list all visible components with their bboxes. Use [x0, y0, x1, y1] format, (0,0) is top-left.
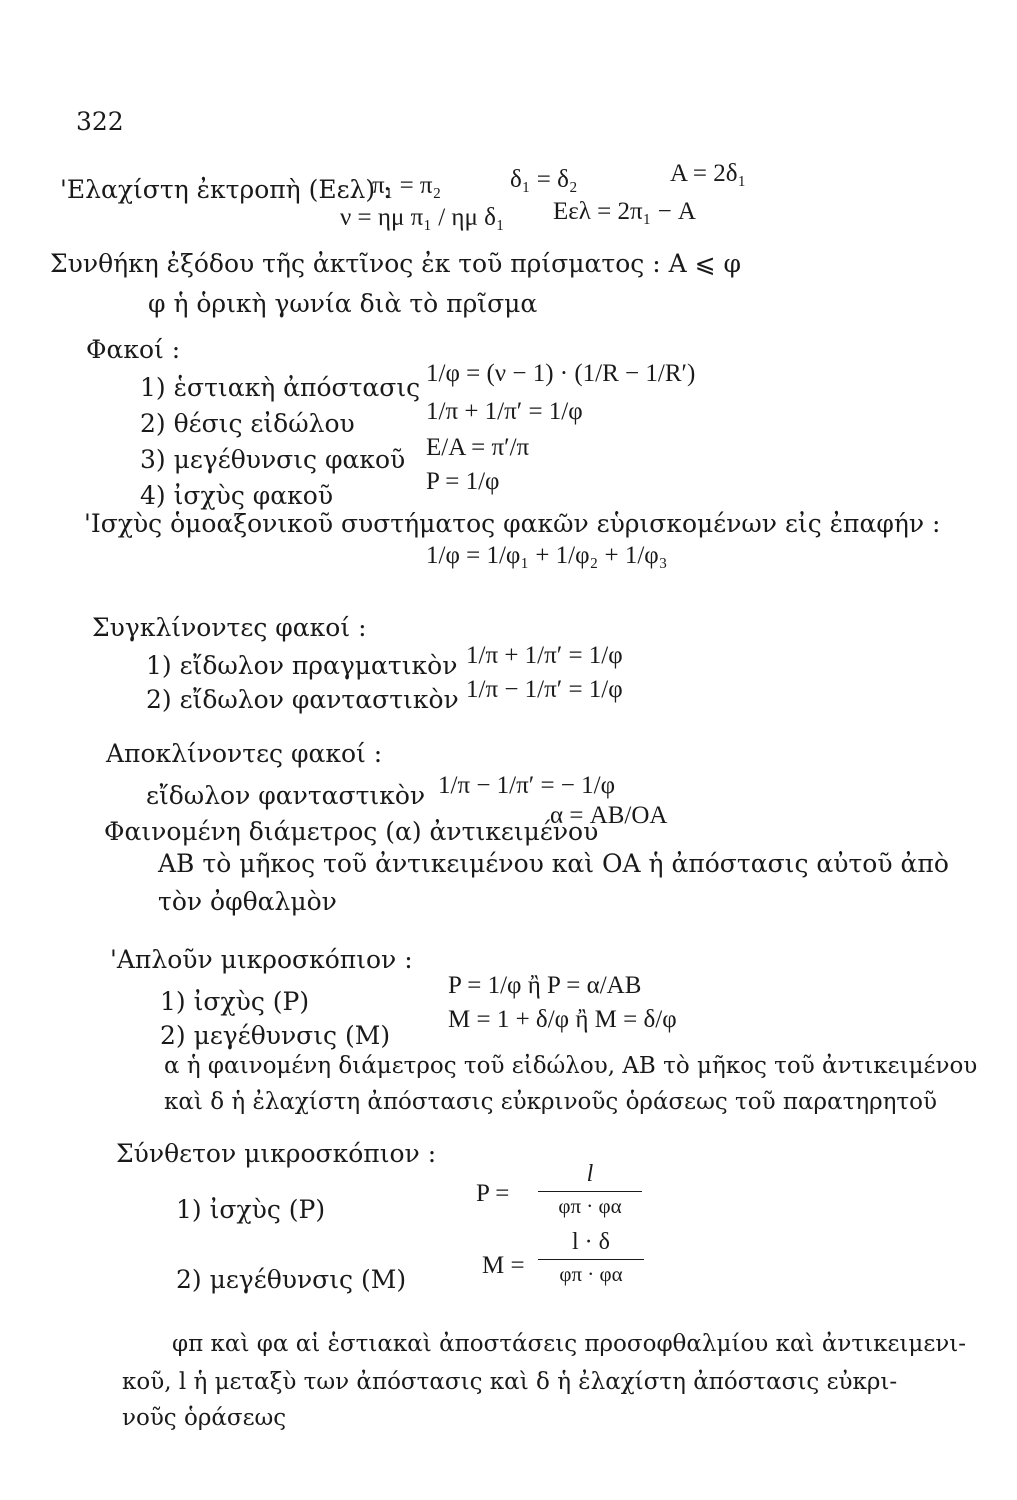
lens-system-label: 'Ισχὺς ὁμοαξονικοῦ συστήματος φακῶν εὑρισκομένων εἰς ἐπαφήν :: [84, 509, 941, 538]
fraction-denominator: φπ · φα: [558, 1193, 622, 1218]
simple-microscope-item-label: 1) ἰσχὺς (P): [160, 987, 310, 1016]
compound-microscope-note1: φπ καὶ φα αἱ ἑστιακαὶ ἀποστάσεις προσοφθαλμίου καὶ ἀντικειμενι-: [172, 1331, 967, 1357]
fraction-denominator: φπ · φα: [559, 1261, 623, 1286]
lens-item-formula: E/A = π′/π: [426, 434, 530, 461]
simple-microscope-note2: καὶ δ ἡ ἐλαχίστη ἀπόστασις εὐκρινοῦς ὁράσεως τοῦ παρατηρητοῦ: [164, 1089, 937, 1115]
converging-title: Συγκλίνοντες φακοί :: [92, 613, 367, 642]
compound-microscope-item-label: 1) ἰσχὺς (P): [176, 1195, 326, 1224]
converging-item-formula: 1/π − 1/π′ = 1/φ: [466, 676, 623, 703]
diverging-title: Αποκλίνοντες φακοί :: [106, 739, 383, 768]
simple-microscope-note1: α ἡ φαινομένη διάμετρος τοῦ εἰδώλου, AB τὸ μῆκος τοῦ ἀντικειμένου: [164, 1053, 978, 1079]
simple-microscope-title: 'Απλοῦν μικροσκόπιον :: [110, 945, 413, 974]
simple-microscope-item-formula: P = 1/φ ἢ P = α/AB: [448, 972, 642, 999]
min-deviation-eq5: Eελ = 2π₁ − A: [553, 198, 696, 225]
compound-power-lhs: P =: [476, 1180, 510, 1207]
exit-condition-note: φ ἡ ὁρικὴ γωνία διὰ τὸ πρῖσμα: [148, 289, 538, 318]
apparent-line1: Φαινομένη διάμετρος (α) ἀντικειμένου: [104, 817, 599, 846]
min-deviation-eq3: A = 2δ₁: [670, 160, 747, 187]
compound-power-fraction: [538, 1160, 642, 1219]
lens-item-label: 1) ἑστιακὴ ἀπόστασις: [140, 373, 421, 402]
lens-item-formula: 1/φ = (ν − 1) · (1/R − 1/R′): [426, 360, 696, 387]
compound-microscope-note3: νοῦς ὁράσεως: [122, 1405, 287, 1431]
fraction-numerator: l · δ: [572, 1229, 610, 1255]
compound-magnification-fraction: [538, 1228, 644, 1287]
simple-microscope-item-formula: M = 1 + δ/φ ἢ M = δ/φ: [448, 1006, 677, 1033]
exit-condition-label: Συνθήκη ἐξόδου τῆς ἀκτῖνος ἐκ τοῦ πρίσματος : A ⩽ φ: [50, 249, 741, 278]
page-number: 322: [76, 107, 124, 136]
lens-item-formula: 1/π + 1/π′ = 1/φ: [426, 398, 583, 425]
diverging-formula: 1/π − 1/π′ = − 1/φ: [438, 772, 616, 799]
fraction-bar: [538, 1191, 642, 1192]
fraction-numerator: l: [586, 1161, 594, 1187]
lens-item-label: 2) θέσις εἰδώλου: [140, 409, 355, 438]
apparent-formula: α = AB/OA: [550, 802, 668, 829]
converging-item-label: 2) εἴδωλον φανταστικὸν: [146, 685, 459, 714]
lens-item-formula: P = 1/φ: [426, 468, 500, 495]
compound-microscope-item-label: 2) μεγέθυνσις (M): [176, 1265, 407, 1294]
min-deviation-eq2: δ₁ = δ₂: [510, 166, 578, 193]
converging-item-formula: 1/π + 1/π′ = 1/φ: [466, 642, 623, 669]
diverging-label: εἴδωλον φανταστικὸν: [146, 781, 426, 810]
lens-item-label: 4) ἰσχὺς φακοῦ: [140, 481, 334, 510]
lens-system-formula: 1/φ = 1/φ₁ + 1/φ₂ + 1/φ₃: [426, 542, 668, 569]
min-deviation-eq4: ν = ημ π₁ / ημ δ₁: [340, 204, 505, 231]
apparent-line2: AB τὸ μῆκος τοῦ ἀντικειμένου καὶ OA ἡ ἀπόστασις αὐτοῦ ἀπὸ: [158, 849, 949, 878]
compound-microscope-note2: κοῦ, l ἡ μεταξὺ των ἀπόστασις καὶ δ ἡ ἐλαχίστη ἀπόστασις εὐκρι-: [122, 1369, 898, 1395]
fraction-bar: [538, 1259, 644, 1260]
min-deviation-label: 'Ελαχίστη ἐκτροπὴ (Εελ) :: [60, 175, 392, 204]
converging-item-label: 1) εἴδωλον πραγματικὸν: [146, 651, 458, 680]
simple-microscope-item-label: 2) μεγέθυνσις (M): [160, 1021, 391, 1050]
compound-magnification-lhs: M =: [482, 1252, 525, 1279]
min-deviation-eq1: π₁ = π₂: [372, 172, 442, 199]
lenses-title: Φακοί :: [86, 335, 181, 364]
apparent-line3: τὸν ὀφθαλμὸν: [158, 887, 337, 916]
lens-item-label: 3) μεγέθυνσις φακοῦ: [140, 445, 406, 474]
compound-microscope-title: Σύνθετον μικροσκόπιον :: [116, 1139, 437, 1168]
